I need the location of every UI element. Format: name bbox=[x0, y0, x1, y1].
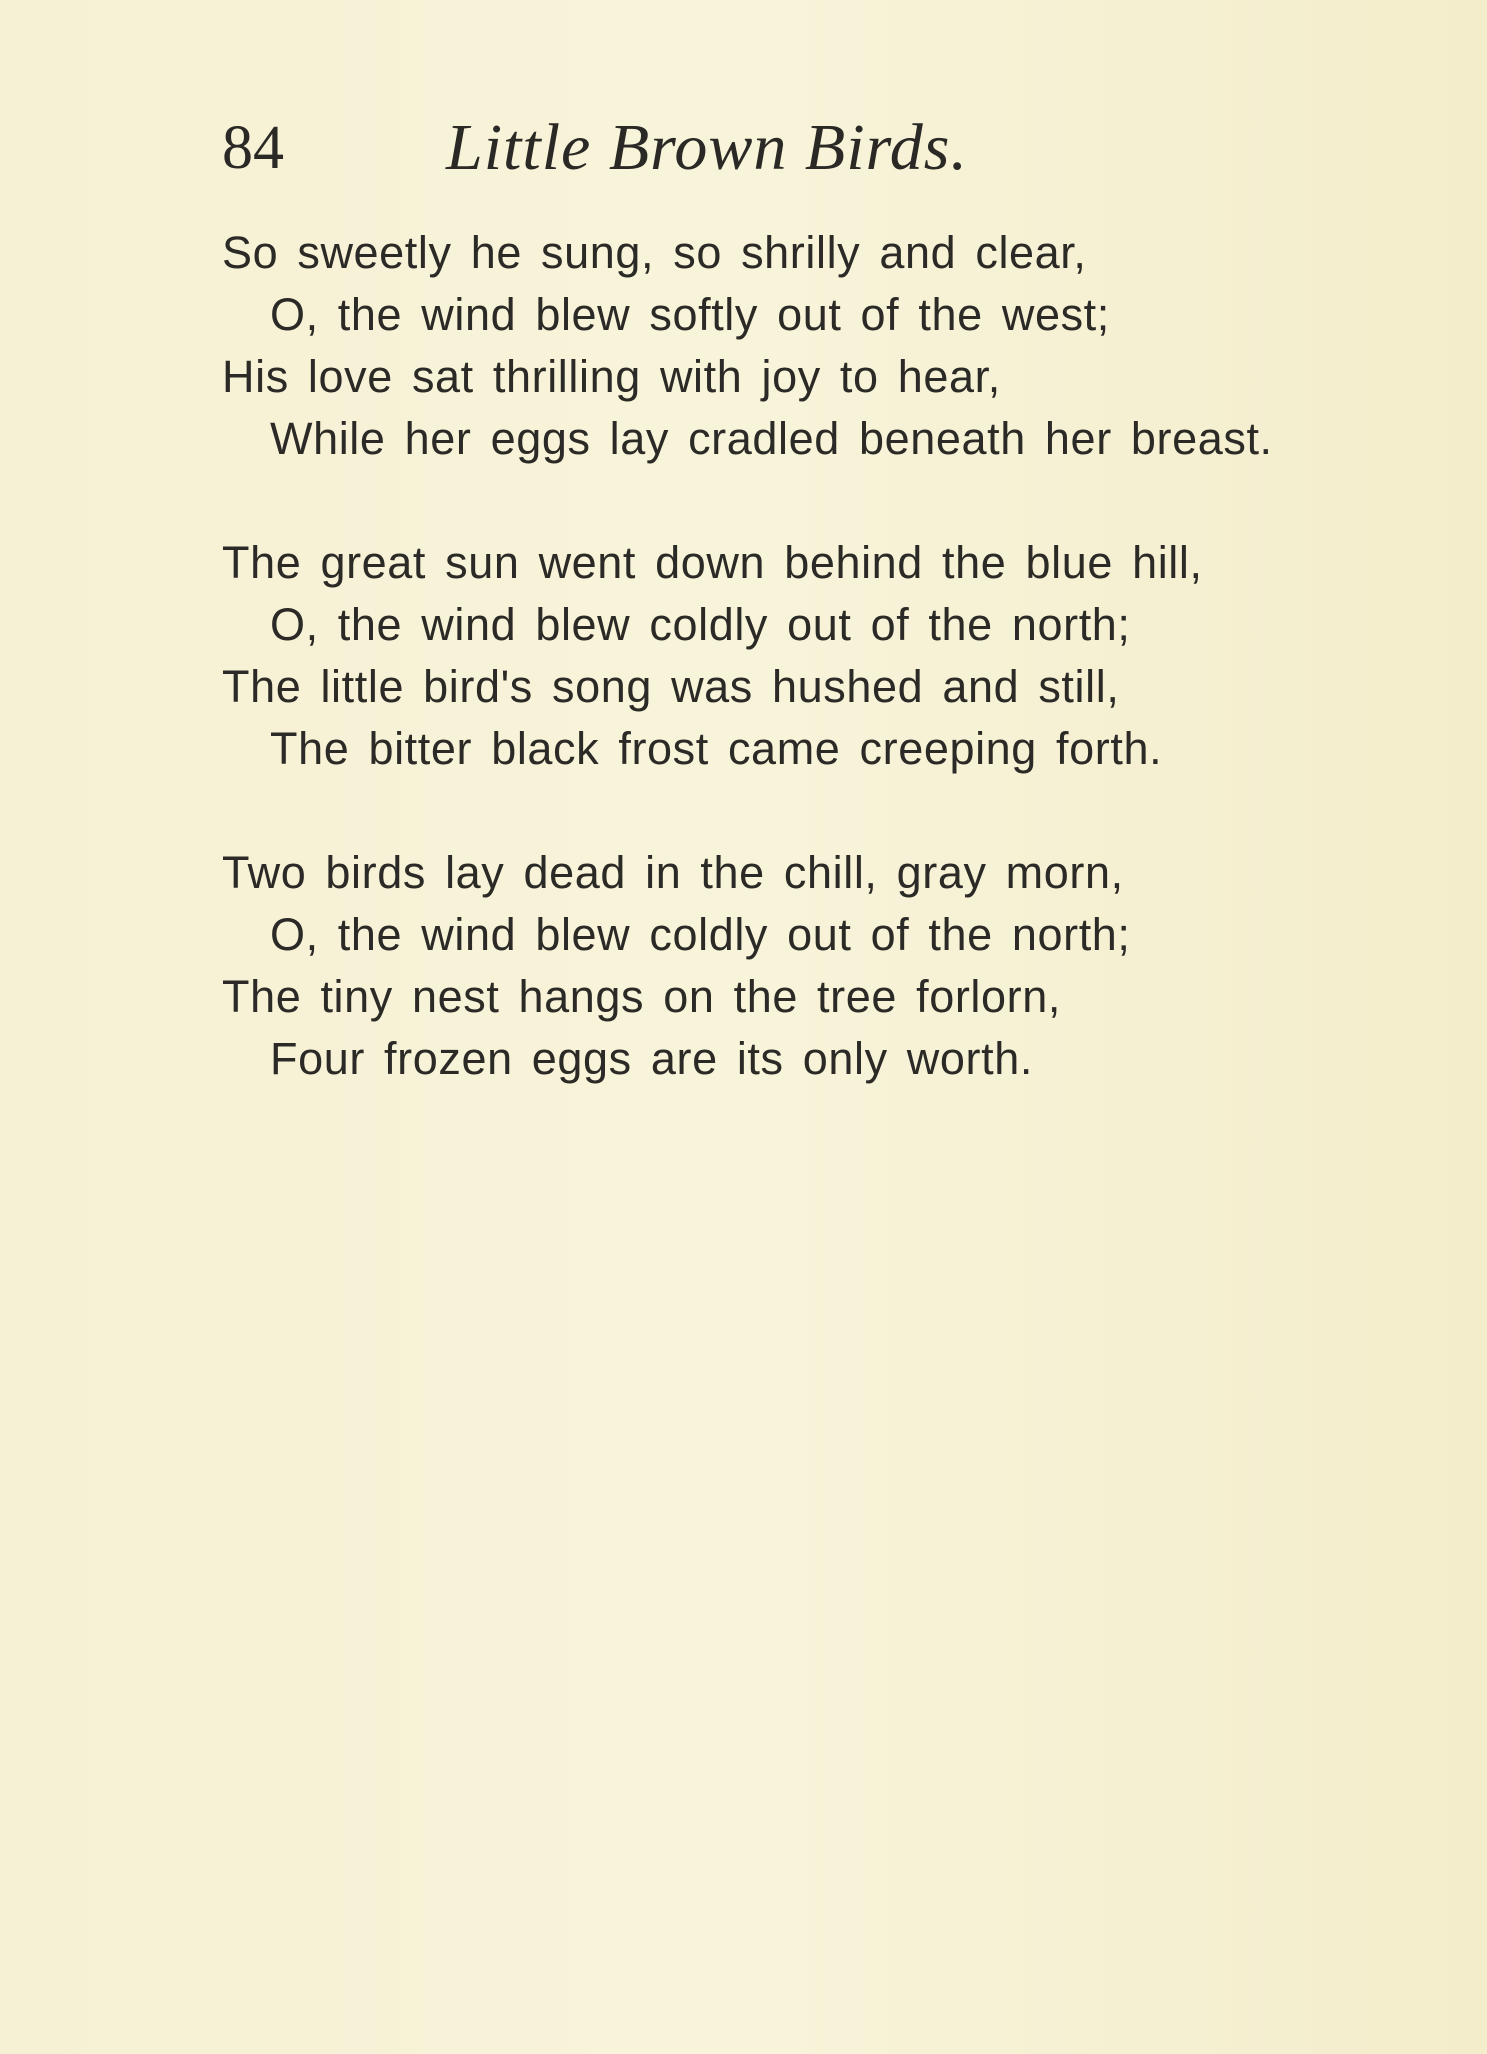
poem-line: His love sat thrilling with joy to hear, bbox=[222, 351, 1001, 402]
poem-line: The bitter black frost came creeping forth. bbox=[270, 723, 1163, 774]
stanza-1 bbox=[222, 222, 1402, 470]
poem-line: The tiny nest hangs on the tree forlorn, bbox=[222, 971, 1061, 1022]
poem-line: So sweetly he sung, so shrilly and clear, bbox=[222, 227, 1087, 278]
running-head bbox=[222, 108, 1122, 188]
stanza-2 bbox=[222, 532, 1402, 780]
poem-line: Four frozen eggs are its only worth. bbox=[270, 1033, 1033, 1084]
poem-line: The great sun went down behind the blue hill, bbox=[222, 537, 1203, 588]
poem-line: The little bird's song was hushed and still, bbox=[222, 661, 1120, 712]
poem-line-refrain: O, the wind blew softly out of the west; bbox=[270, 289, 1110, 340]
poem bbox=[222, 222, 1402, 1152]
page-number: 84 bbox=[222, 114, 284, 182]
running-title: Little Brown Birds. bbox=[446, 111, 968, 184]
poem-line-refrain: O, the wind blew coldly out of the north; bbox=[270, 599, 1131, 650]
stanza-3 bbox=[222, 842, 1402, 1090]
poem-line-refrain: O, the wind blew coldly out of the north; bbox=[270, 909, 1131, 960]
poem-line: While her eggs lay cradled beneath her breast. bbox=[270, 413, 1273, 464]
poem-line: Two birds lay dead in the chill, gray morn, bbox=[222, 847, 1124, 898]
